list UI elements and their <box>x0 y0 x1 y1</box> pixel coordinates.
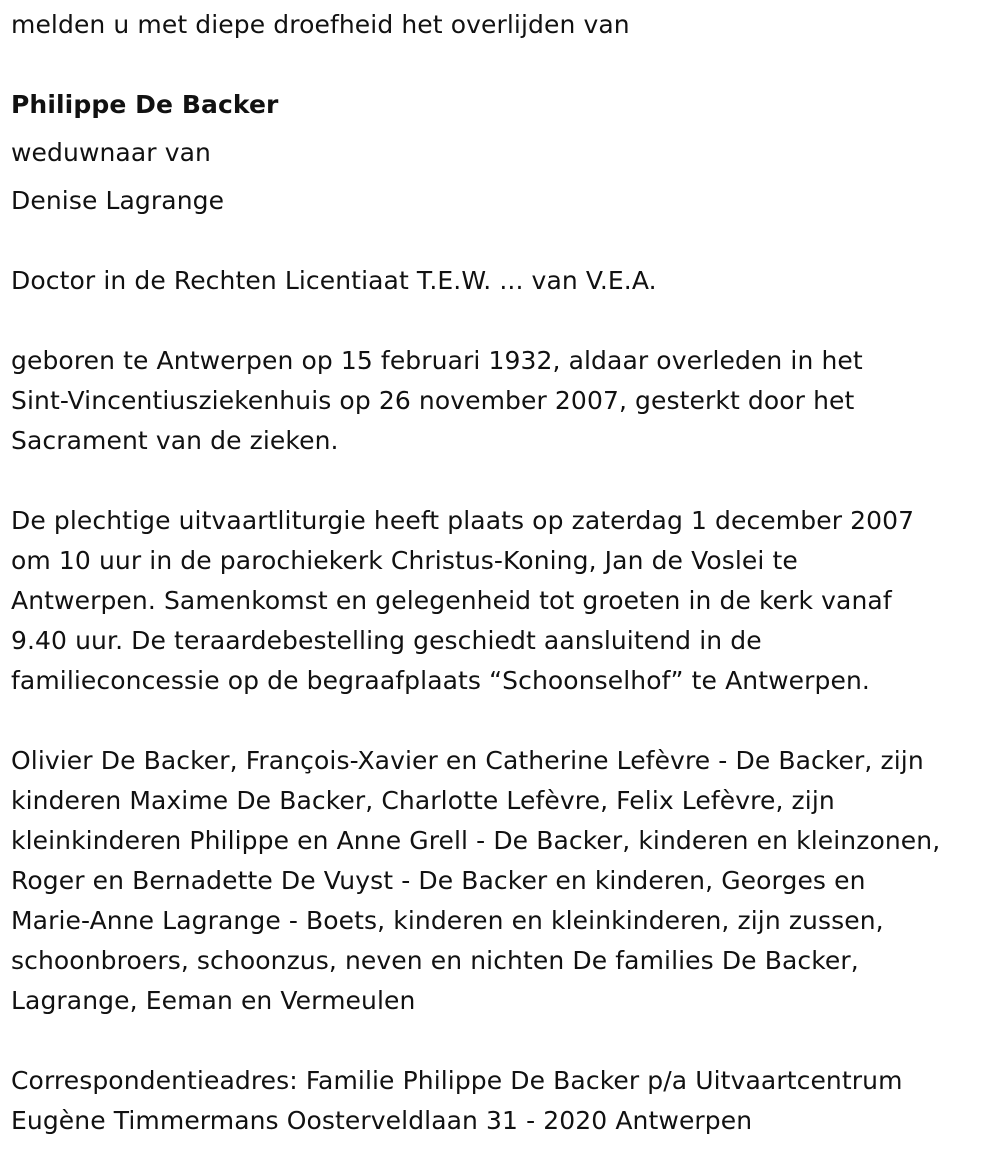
funeral-line: Antwerpen. Samenkomst en gelegenheid tot groeten in de kerk vanaf <box>11 586 892 615</box>
birth-death-line: Sacrament van de zieken. <box>11 426 339 455</box>
funeral-line: 9.40 uur. De teraardebestelling geschiedt aansluitend in de <box>11 626 762 655</box>
family-line: kinderen Maxime De Backer, Charlotte Lefèvre, Felix Lefèvre, zijn <box>11 786 835 815</box>
funeral-line: familieconcessie op de begraafplaats “Schoonselhof” te Antwerpen. <box>11 666 870 695</box>
funeral-line: De plechtige uitvaartliturgie heeft plaats op zaterdag 1 december 2007 <box>11 506 915 535</box>
family-line: Marie-Anne Lagrange - Boets, kinderen en kleinkinderen, zijn zussen, <box>11 906 884 935</box>
family-line: Olivier De Backer, François-Xavier en Catherine Lefèvre - De Backer, zijn <box>11 746 924 775</box>
spouse-name: Denise Lagrange <box>11 186 225 215</box>
family-line: schoonbroers, schoonzus, neven en nichten De families De Backer, <box>11 946 859 975</box>
intro-text: melden u met diepe droefheid het overlijden van <box>11 10 630 39</box>
birth-death-line: geboren te Antwerpen op 15 februari 1932, aldaar overleden in het <box>11 346 863 375</box>
deceased-name: Philippe De Backer <box>11 90 279 119</box>
correspondence-line: Eugène Timmermans Oosterveldlaan 31 - 2020 Antwerpen <box>11 1106 753 1135</box>
birth-death-line: Sint-Vincentiusziekenhuis op 26 november 2007, gesterkt door het <box>11 386 855 415</box>
family-line: Roger en Bernadette De Vuyst - De Backer en kinderen, Georges en <box>11 866 866 895</box>
funeral-line: om 10 uur in de parochiekerk Christus-Koning, Jan de Voslei te <box>11 546 798 575</box>
titles-text: Doctor in de Rechten Licentiaat T.E.W. ... van V.E.A. <box>11 266 657 295</box>
correspondence-line: Correspondentieadres: Familie Philippe De Backer p/a Uitvaartcentrum <box>11 1066 903 1095</box>
family-line: kleinkinderen Philippe en Anne Grell - De Backer, kinderen en kleinzonen, <box>11 826 941 855</box>
family-line: Lagrange, Eeman en Vermeulen <box>11 986 416 1015</box>
relation-text: weduwnaar van <box>11 138 211 167</box>
